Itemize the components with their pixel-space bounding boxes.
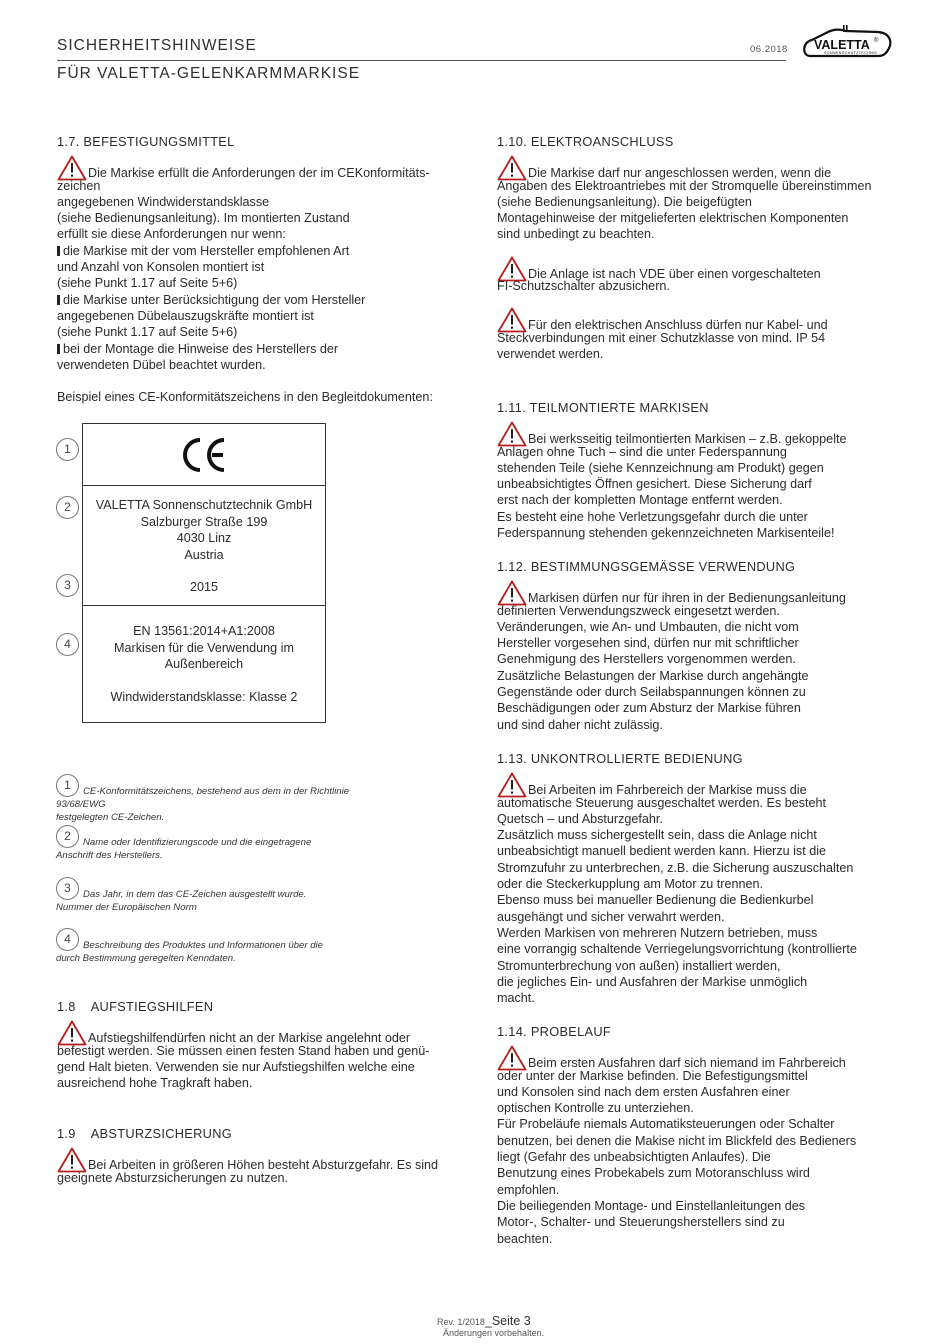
norm-text: Markisen für die Verwendung im: [114, 640, 294, 655]
heading-number: 1.8: [57, 999, 76, 1014]
section-heading: 1.10. ELEKTROANSCHLUSS: [497, 134, 674, 149]
note-3: [56, 888, 396, 914]
logo-text: VALETTA: [814, 38, 870, 52]
text-line: oder die Steckerkupplung am Motor zu trennen.: [497, 877, 764, 892]
note-text: Das Jahr, in dem das CE-Zeichen ausgestellt wurde.: [83, 889, 307, 900]
note-text: Beschreibung des Produktes und Informationen über die: [83, 940, 323, 951]
section-1-11: [497, 400, 897, 541]
text-line: (siehe Punkt 1.17 auf Seite 5+6): [57, 325, 238, 340]
warning-text: Die Markise darf nur angeschlossen werden, wenn die: [528, 166, 832, 181]
section-1-9: [57, 1126, 457, 1186]
text-line: Montagehinweise der mitgelieferten elektrischen Komponenten: [497, 211, 849, 226]
marker-2: 2: [56, 496, 79, 519]
text-line: Veränderungen, wie An- und Umbauten, die nicht vom: [497, 619, 799, 634]
logo-registered: ®: [874, 38, 879, 44]
text-line: Quetsch – und Absturzgefahr.: [497, 811, 663, 826]
warning-text: Bei werksseitig teilmontierten Markisen – z.B. gekoppelte: [528, 432, 847, 447]
warning-text: Für den elektrischen Anschluss dürfen nur Kabel- und: [528, 318, 828, 333]
text-line: verwendet werden.: [497, 346, 604, 361]
text-line: Beschädigungen oder zum Absturz der Markise führen: [497, 701, 801, 716]
bullet-marker: [57, 246, 60, 256]
warning-text: Bei Arbeiten in größeren Höhen besteht Absturzgefahr. Es sind: [88, 1158, 439, 1173]
section-1-12: [497, 559, 897, 733]
note-marker-3: 3: [56, 877, 79, 900]
text-line: Angaben des Elektroantriebes mit der Stromquelle übereinstimmen: [497, 178, 872, 193]
text-line: erst nach der kompletten Montage entfernt werden.: [497, 493, 783, 508]
bullet-marker: [57, 344, 60, 354]
text-line: Federspannung stehenden gekennzeichneten Markisenteile!: [497, 526, 835, 541]
section-heading: 1.14. PROBELAUF: [497, 1024, 612, 1039]
example-caption: Beispiel eines CE-Konformitätszeichens in den Begleitdokumenten:: [57, 390, 433, 405]
ce-mark-icon: [179, 436, 229, 474]
text-line: stehenden Teile (siehe Kennzeichnung am Produkt) gegen: [497, 460, 824, 475]
text-line: erfüllt sie diese Anforderungen nur wenn:: [57, 227, 286, 242]
text-line: unbeabsichtigt manuell bedient werden kann. Hierzu ist die: [497, 844, 827, 859]
text-line: beachten.: [497, 1231, 553, 1246]
text-line: Zusätzlich muss sichergestellt sein, dass die Anlage nicht: [497, 828, 817, 843]
text-line: liegt (Gefahr des unbeabsichtigten Anlaufes). Die: [497, 1150, 771, 1165]
note-marker-2: 2: [56, 825, 79, 848]
bullet-text: die Markise unter Berücksichtigung der vom Hersteller: [63, 292, 366, 307]
text-line: sind unbedingt zu beachten.: [497, 227, 655, 242]
text-line: Ebenso muss bei manueller Bedienung die Bedienkurbel: [497, 893, 814, 908]
text-line: Gegenstände oder durch Seilabspannungen können zu: [497, 685, 806, 700]
document-date: 06.2018: [750, 44, 788, 55]
marker-1: 1: [56, 438, 79, 461]
norm-text: Außenbereich: [164, 657, 244, 671]
wind-class: Windwiderstandsklasse: Klasse 2: [110, 689, 298, 704]
ce-year: 2015: [189, 580, 219, 594]
text-line: Für Probeläufe niemals Automatiksteuerungen oder Schalter: [497, 1117, 835, 1132]
text-line: befestigt werden. Sie müssen einen festen Stand haben und genü-: [57, 1043, 430, 1058]
text-line: Benutzung eines Probekabels zum Motoranschluss wird: [497, 1166, 810, 1181]
text-line: macht.: [497, 991, 535, 1006]
text-line: verwendeten Dübel beachtet wurden.: [57, 357, 266, 372]
text-line: und sind daher nicht zulässig.: [497, 717, 663, 732]
note-2: [56, 836, 396, 862]
text-line: Stromzufuhr zu unterbrechen, z.B. die Sicherung auszuschalten: [497, 860, 854, 875]
note-4: [56, 939, 396, 965]
manufacturer-address: [83, 497, 325, 563]
bullet-text: bei der Montage die Hinweise des Herstellers der: [63, 341, 339, 356]
company-city: 4030 Linz: [176, 531, 232, 545]
note-text: festgelegten CE-Zeichen.: [56, 812, 165, 823]
text-line: ausreichend hohe Tragkraft haben.: [57, 1076, 253, 1091]
text-line: Die beiliegenden Montage- und Einstellanleitungen des: [497, 1198, 806, 1213]
text-line: zeichen: [57, 178, 101, 193]
warning-text: Markisen dürfen nur für ihren in der Bedienungsanleitung: [528, 591, 846, 606]
text-line: Genehmigung des Herstellers vorgenommen werden.: [497, 652, 796, 667]
section-heading: [57, 999, 457, 1015]
warning-text: Die Markise erfüllt die Anforderungen der im CEKonformitäts-: [88, 166, 430, 181]
text-line: Steckverbindungen mit einer Schutzklasse von mind. IP 54: [497, 330, 826, 345]
text-line: die jegliches Ein- und Ausfahren der Markise unmöglich: [497, 974, 808, 989]
text-line: oder unter der Markise befinden. Die Befestigungsmittel: [497, 1068, 808, 1083]
marker-4: 4: [56, 633, 79, 656]
text-line: eine vorrangig schaltende Verriegelungsvorrichtung (kontrollierte: [497, 942, 857, 957]
note-text: Anschrift des Herstellers.: [56, 850, 163, 861]
changes-note: Änderungen vorbehalten.: [443, 1328, 545, 1338]
warning-text: Beim ersten Ausfahren darf sich niemand im Fahrbereich: [528, 1056, 846, 1071]
section-heading: 1.11. TEILMONTIERTE MARKISEN: [497, 400, 709, 415]
ce-marking-box: [82, 423, 326, 723]
company-country: Austria: [184, 547, 224, 562]
text-line: Stromunterbrechung von außen) installiert werden,: [497, 958, 781, 973]
text-line: Hersteller vorgesehen sind, dürfen nur mit schriftlicher: [497, 636, 799, 651]
note-1: [56, 785, 396, 824]
box-divider: [83, 605, 325, 606]
text-line: empfohlen.: [497, 1182, 560, 1197]
section-1-8: [57, 999, 457, 1091]
note-marker-4: 4: [56, 928, 79, 951]
warning-text: Die Anlage ist nach VDE über einen vorgeschalteten: [528, 266, 821, 281]
section-heading: [57, 1126, 457, 1142]
heading-text: ABSTURZSICHERUNG: [90, 1126, 233, 1141]
warning-text: Aufstiegshilfendürfen nicht an der Markise angelehnt oder: [88, 1031, 411, 1046]
page-number: _Seite 3: [484, 1314, 531, 1328]
bullet-text: die Markise mit der vom Hersteller empfohlenen Art: [63, 243, 350, 258]
text-line: gend Halt bieten. Verwenden sie nur Aufstiegshilfen welche eine: [57, 1059, 415, 1074]
section-heading: 1.12. BESTIMMUNGSGEMÄSSE VERWENDUNG: [497, 559, 796, 574]
note-text: CE-Konformitätszeichens, bestehend aus dem in der Richtlinie 93/68/EWG: [56, 786, 350, 810]
text-line: ausgehängt und sicher verwahrt werden.: [497, 909, 725, 924]
section-heading: 1.13. UNKONTROLLIERTE BEDIENUNG: [497, 751, 743, 766]
text-line: angegebenen Dübelauszugskräfte montiert ist: [57, 308, 314, 323]
section-1-13: [497, 751, 907, 1006]
text-line: und Konsolen sind nach dem ersten Ausfahren einer: [497, 1084, 790, 1099]
box-divider: [83, 485, 325, 486]
text-line: benutzen, bei denen die Makise nicht im Blickfeld des Bedieners: [497, 1133, 857, 1148]
section-1-7: [57, 134, 457, 405]
text-line: (siehe Bedienungsanleitung). Im montierten Zustand: [57, 211, 350, 226]
revision-label: Rev. 1/2018: [437, 1317, 485, 1327]
warning-text: Bei Arbeiten im Fahrbereich der Markise muss die: [528, 783, 807, 798]
section-1-10: [497, 134, 897, 362]
note-text: Name oder Identifizierungscode und die eingetragene: [83, 837, 312, 848]
text-line: Zusätzliche Belastungen der Markise durch angehängte: [497, 668, 809, 683]
text-line: Werden Markisen von mehreren Nutzern betrieben, muss: [497, 925, 818, 940]
company-street: Salzburger Straße 199: [140, 514, 268, 529]
text-line: unbeabsichtigtes Öffnen gesichert. Diese Sicherung darf: [497, 477, 812, 492]
note-text: Nummer der Europäischen Norm: [56, 902, 197, 913]
bullet-marker: [57, 295, 60, 305]
ce-mark-section: [83, 436, 325, 476]
text-line: Motor-, Schalter- und Steuerungsherstellers sind zu: [497, 1215, 785, 1230]
note-text: durch Bestimmung geregelten Kenndaten.: [56, 953, 236, 964]
text-line: FI-Schutzschalter abzusichern.: [497, 279, 670, 294]
section-1-14: [497, 1024, 897, 1247]
text-line: (siehe Bedienungsanleitung). Die beigefügten: [497, 194, 752, 209]
text-line: optischen Kontrolle zu unterziehen.: [497, 1101, 694, 1116]
note-marker-1: 1: [56, 774, 79, 797]
document-title-line2: FÜR VALETTA-GELENKARMMARKISE: [57, 65, 361, 82]
text-line: automatische Steuerung ausgeschaltet werden. Es besteht: [497, 795, 827, 810]
valetta-logo: [800, 22, 895, 62]
text-line: und Anzahl von Konsolen montiert ist: [57, 260, 265, 275]
text-line: geeignete Absturzsicherungen zu nutzen.: [57, 1170, 289, 1185]
heading-text: AUFSTIEGSHILFEN: [90, 999, 214, 1014]
text-line: definierten Verwendungszweck eingesetzt werden.: [497, 603, 780, 618]
text-line: angegebenen Windwiderstandsklasse: [57, 194, 270, 209]
text-line: Anlagen ohne Tuch – sind die unter Federspannung: [497, 444, 787, 459]
header-rule: [57, 60, 786, 61]
company-name: VALETTA Sonnenschutztechnik GmbH: [95, 498, 313, 512]
heading-number: 1.9: [57, 1126, 76, 1141]
text-line: (siehe Punkt 1.17 auf Seite 5+6): [57, 276, 238, 291]
norm-description: [83, 623, 325, 705]
text-line: Es besteht eine hohe Verletzungsgefahr durch die unter: [497, 509, 808, 524]
document-title-line1: SICHERHEITSHINWEISE: [57, 37, 257, 54]
logo-subtext: SONNENSCHUTZTECHNIK: [824, 51, 878, 55]
norm-number: EN 13561:2014+A1:2008: [133, 624, 275, 638]
marker-3: 3: [56, 574, 79, 597]
section-heading: 1.7. BEFESTIGUNGSMITTEL: [57, 134, 235, 149]
